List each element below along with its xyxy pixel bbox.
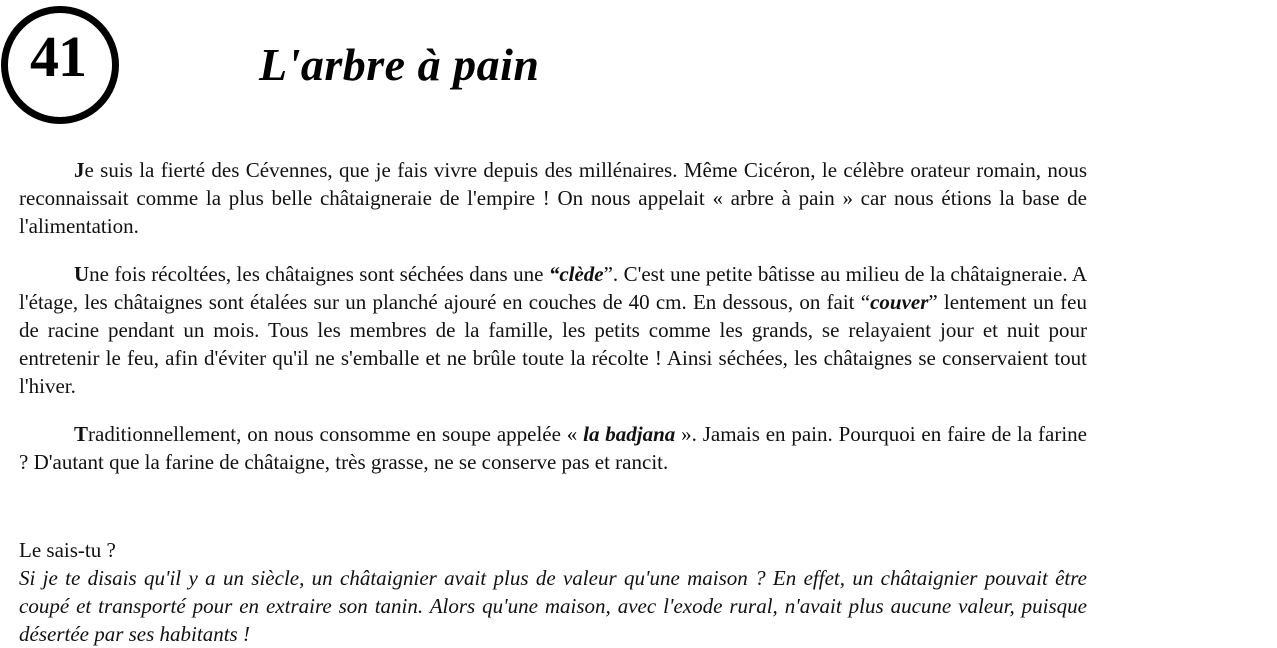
paragraph-2-initial: U — [74, 262, 90, 286]
page-title: L'arbre à pain — [259, 39, 540, 90]
paragraph-3-initial: T — [74, 422, 89, 446]
did-you-know-text: Si je te disais qu'il y a un siècle, un châtaignier avait plus de valeur qu'une maison ? En effet, un châtaignier pouvait être coupé et transporté pour en extraire son tanin. Alors qu'une maison, avec l'exode rural, n'avait plus aucune valeur, puisque désertée par ses habitants ! — [19, 566, 1087, 646]
paragraph-2-text-a: ne fois récoltées, les châtaignes sont séchées dans une — [89, 262, 549, 286]
paragraph-2-text-b: ”. C'est une petite bâtisse au milieu de la châtaigneraie. A l'étage, les châtaignes sont étalées sur un planché ajouré en couches de 40 cm. En dessous, on fait “ — [19, 262, 1087, 314]
did-you-know-heading: Le sais-tu ? — [19, 538, 116, 562]
paragraph-3-text-b: ». Jamais en pain. Pourquoi en faire de la farine ? D'autant que la farine de châtaigne, très grasse, ne se conserve pas et rancit. — [19, 422, 1087, 474]
chapter-number: 41 — [30, 23, 86, 89]
term-la-badjana: la badjana — [583, 422, 676, 446]
paragraph-1-initial: J — [74, 158, 85, 182]
chapter-number-badge — [1, 6, 119, 124]
term-couver: couver — [870, 290, 929, 314]
paragraph-2 — [19, 260, 1087, 400]
paragraph-1-text: e suis la fierté des Cévennes, que je fais vivre depuis des millénaires. Même Cicéron, le célèbre orateur romain, nous reconnaissait comme la plus belle châtaigneraie de l'empire ! On nous appelait « arbre à pain » car nous étions la base de l'alimentation. — [19, 158, 1087, 238]
term-clede: “clède — [548, 262, 604, 286]
paragraph-3 — [19, 420, 1087, 476]
article-body — [19, 156, 1087, 496]
paragraph-3-text-a: raditionnellement, on nous consomme en soupe appelée « — [88, 422, 584, 446]
paragraph-1 — [19, 156, 1087, 240]
paragraph-2-text-c: ” lentement un feu de racine pendant un mois. Tous les membres de la famille, les petits comme les grands, se relayaient jour et nuit pour entretenir le feu, afin d'éviter qu'il ne s'emballe et ne brûle toute la récolte ! Ainsi séchées, les châtaignes se conservaient tout l'hiver. — [19, 290, 1087, 398]
